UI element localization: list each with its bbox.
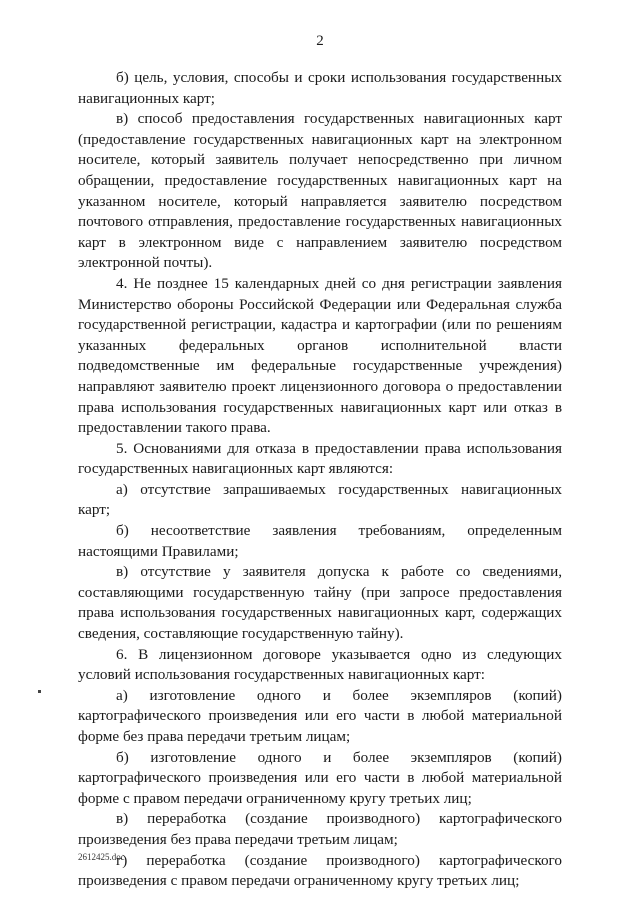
paragraph-5v: в) отсутствие у заявителя допуска к работе со сведениями, составляющими государственную тайну (при запросе предоставления права использования государственных навигационных карт, содержащих сведения, составляющие государственную тайну). bbox=[78, 563, 562, 643]
paragraph-5b: б) несоответствие заявления требованиям, определенным настоящими Правилами; bbox=[78, 522, 562, 560]
paragraph-6b: б) изготовление одного и более экземпляров (копий) картографического произведения или его части в любой материальной форме с правом передачи ограниченному кругу третьих лиц; bbox=[78, 748, 562, 807]
paragraph-5a: а) отсутствие запрашиваемых государственных навигационных карт; bbox=[78, 480, 562, 519]
paragraph-6a: а) изготовление одного и более экземпляров (копий) картографического произведения или его части в любой материальной форме без права передачи третьим лицам; bbox=[78, 686, 562, 745]
page-number: 2 bbox=[316, 33, 324, 49]
paragraph-6v: в) переработка (создание производного) картографического произведения без права передачи третьим лицам; bbox=[78, 810, 562, 848]
paragraph-4: 4. Не позднее 15 календарных дней со дня регистрации заявления Министерство обороны Российской Федерации или Федеральная служба государственной регистрации, кадастра и картографии (или по решениям указанных федеральных органов исполнительной власти подведомственные им федеральные государственные учреждения) направляют заявителю проект лицензионного договора о предоставлении права использования государственных навигационных карт или отказ в предоставлении такого права. bbox=[78, 274, 562, 437]
paragraph-6: 6. В лицензионном договоре указывается одно из следующих условий использования государственных навигационных карт: bbox=[78, 645, 562, 684]
paragraph-3v: в) способ предоставления государственных навигационных карт (предоставление государственных навигационных карт на электронном носителе, который заявитель получает непосредственно при личном обращении, предоставление государственных навигационных карт на указанном носителе, который направляется заявителю посредством почтового отправления, предоставление государственных навигационных карт в электронном виде с направлением заявителю посредством электронной почты). bbox=[78, 110, 562, 272]
margin-mark bbox=[38, 690, 41, 693]
paragraph-6g: г) переработка (создание производного) картографического произведения с правом передачи ограниченному кругу третьих лиц; bbox=[78, 851, 562, 890]
paragraph-5: 5. Основаниями для отказа в предоставлении права использования государственных навигационных карт являются: bbox=[78, 439, 562, 478]
footer-filename: 2612425.doc bbox=[78, 852, 125, 862]
paragraph-3b: б) цель, условия, способы и сроки использования государственных навигационных карт; bbox=[78, 69, 562, 107]
document-body bbox=[78, 68, 562, 892]
